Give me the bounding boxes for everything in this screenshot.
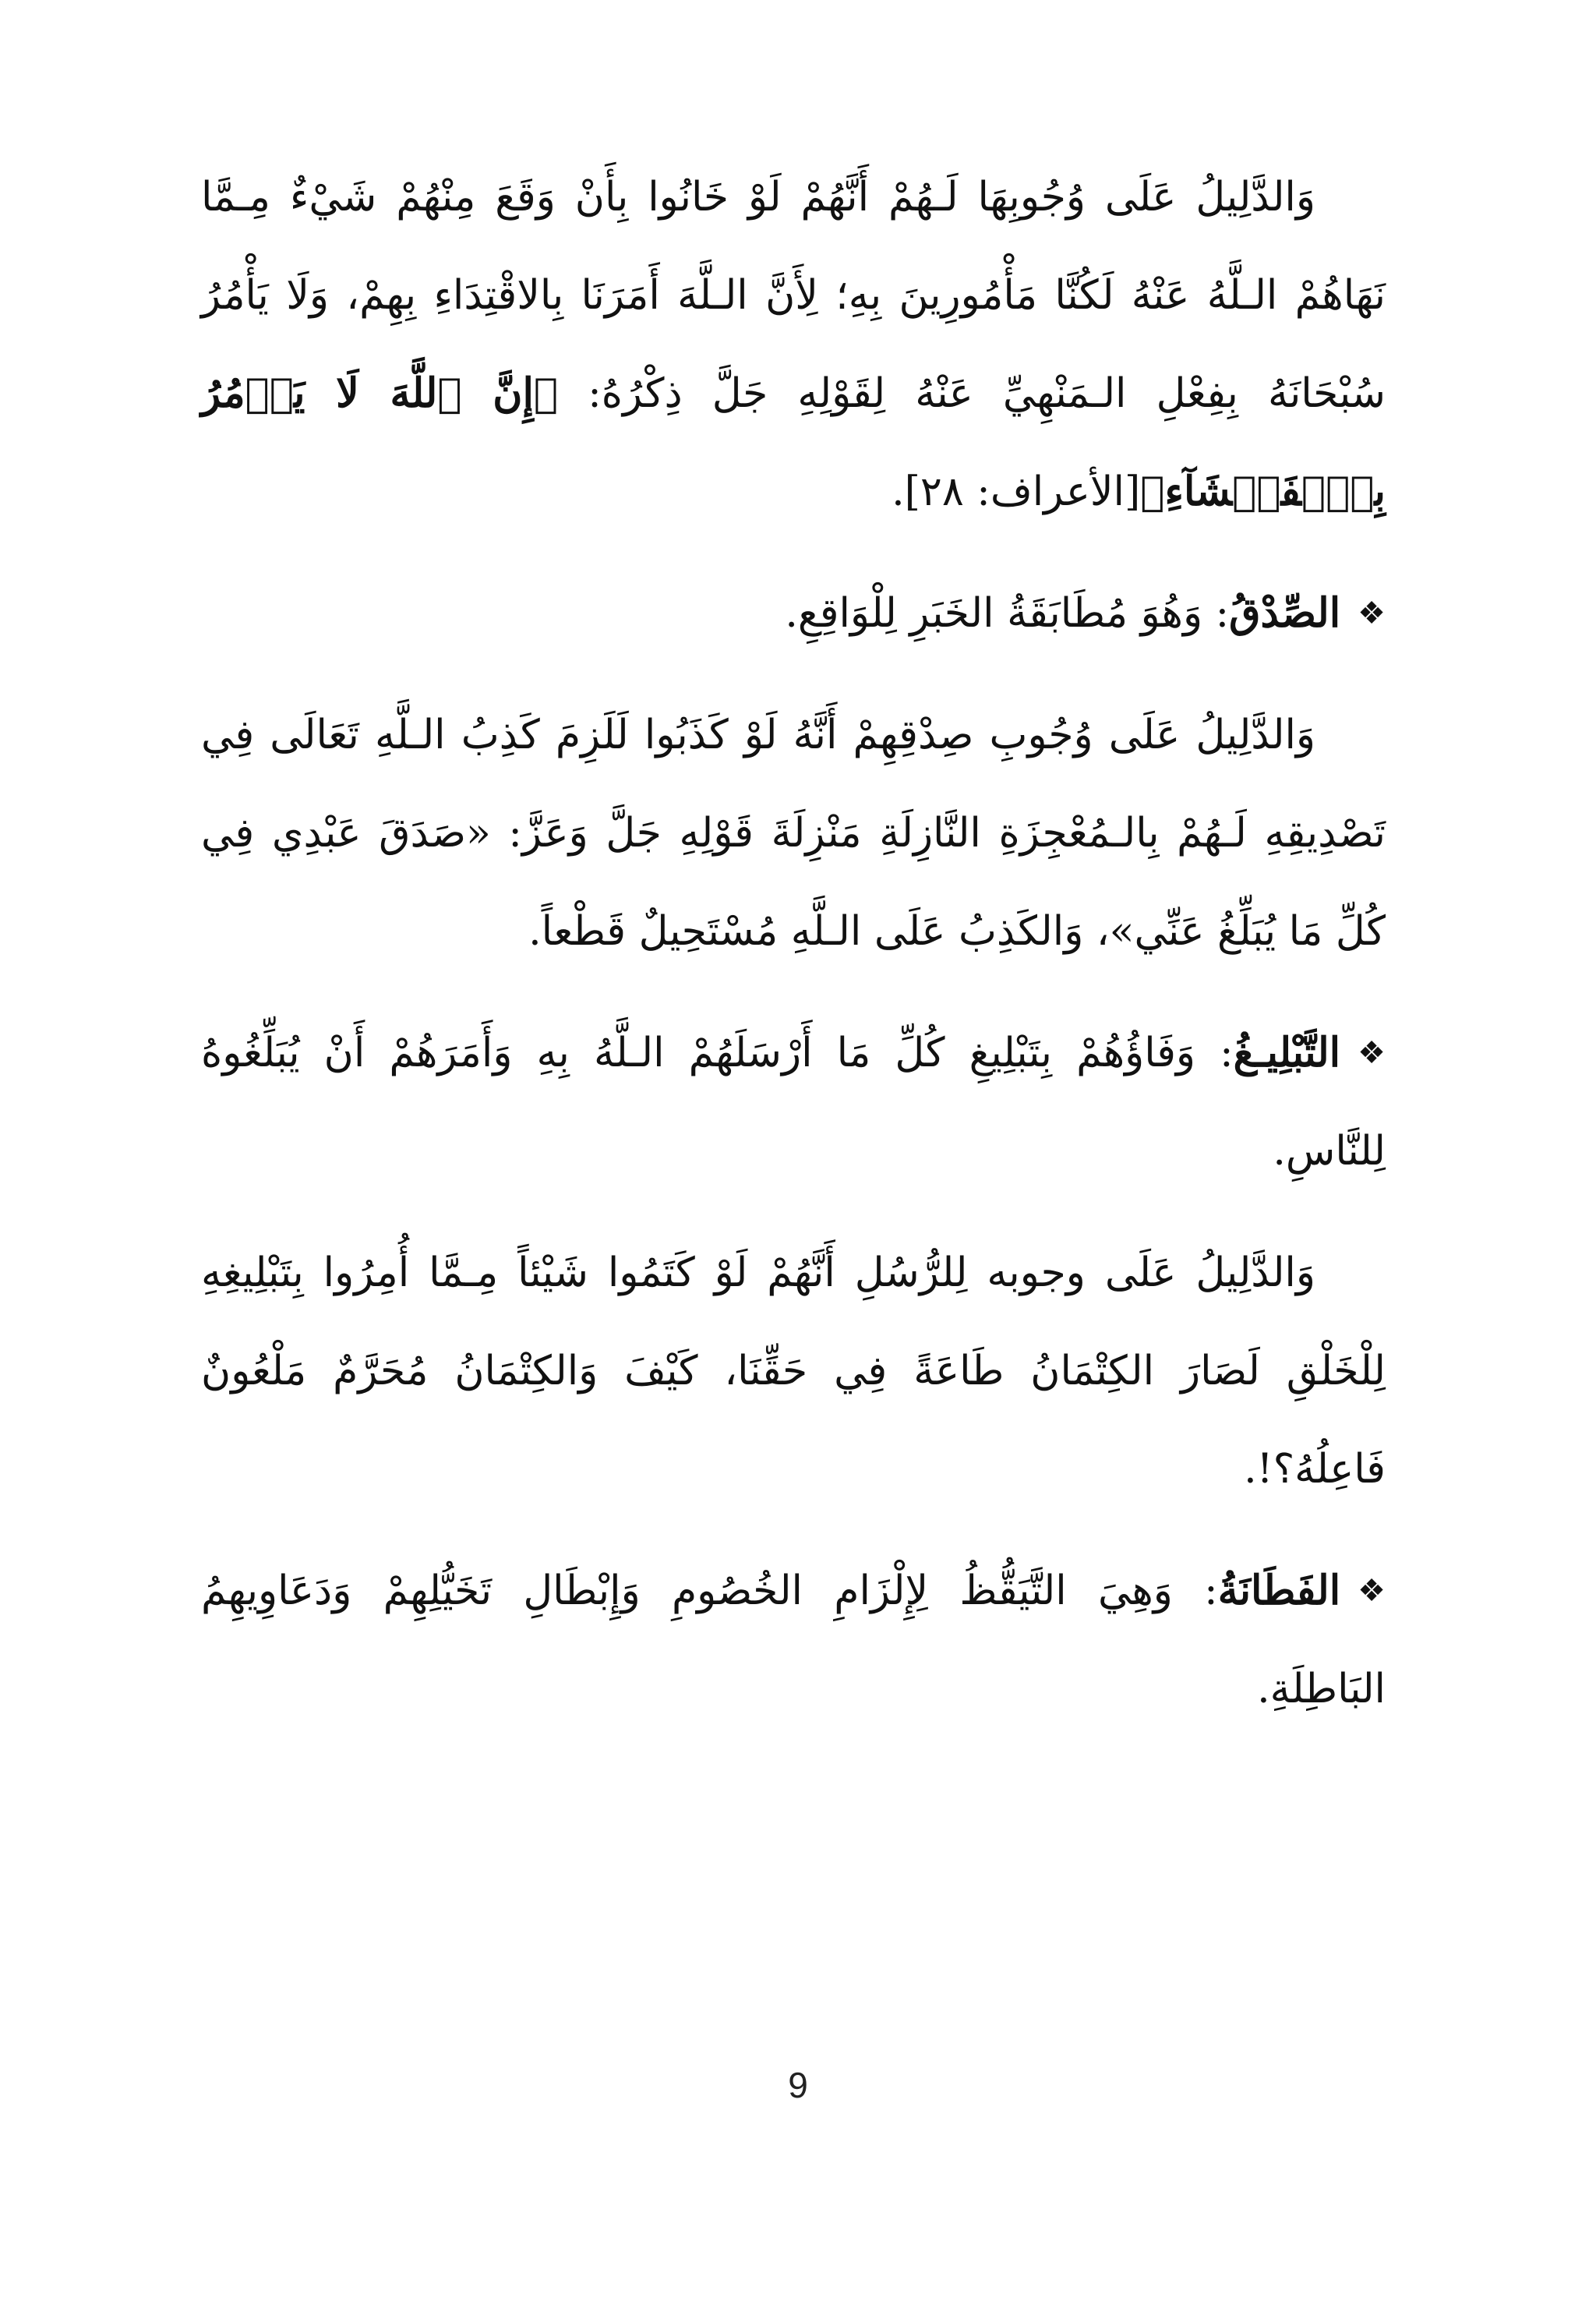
bullet-item-intelligence [201, 1542, 1386, 1738]
bullet-text: : وَهِيَ التَّيَقُّظُ لِإِلْزَامِ الخُصُومِ وَإِبْطَالِ تَخَيُّلِهِمْ وَدَعَاوِيهِمُ البَاطِلَةِ. [201, 1567, 1386, 1712]
bullet-text: : وَهُوَ مُطَابَقَةُ الخَبَرِ لِلْوَاقِعِ. [785, 590, 1230, 637]
paragraph-evidence-conveyance [201, 1224, 1386, 1518]
verse-reference: [الأعراف: ٢٨]. [892, 468, 1141, 515]
paragraph-text: وَالدَّلِيلُ عَلَى وُجُوبِ صِدْقِهِمْ أَنَّهُ لَوْ كَذَبُوا لَلَزِمَ كَذِبُ الـلَّهِ تَعَالَى فِي تَصْدِيقِهِ لَـهُمْ بِالـمُعْجِزَةِ النَّازِلَةِ مَنْزِلَةَ قَوْلِهِ جَلَّ وَعَزَّ: «صَدَقَ عَبْدِي فِي كُلِّ مَا يُبَلِّغُ عَنِّي»، وَالكَذِبُ عَلَى الـلَّهِ مُسْتَحِيلٌ قَطْعاً. [201, 712, 1386, 955]
bullet-item-truthfulness [201, 564, 1386, 663]
page-number: 9 [788, 2065, 808, 2105]
bullet-diamond-icon: ❖ [1358, 1573, 1386, 1609]
paragraph-evidence-truthfulness [201, 686, 1386, 981]
paragraph-text: وَالدَّلِيلُ عَلَى وُجُوبِهَا لَـهُمْ أَنَّهُمْ لَوْ خَانُوا بِأَنْ وَقَعَ مِنْهُمْ شَيْءٌ مِـمَّا نَهَاهُمْ الـلَّهُ عَنْهُ لَكُنَّا مَأْمُورِينَ بِهِ؛ لِأَنَّ الـلَّهَ أَمَرَنَا بِالاقْتِدَاءِ بِهِمْ، وَلَا يَأْمُرُ سُبْحَانَهُ بِفِعْلِ الـمَنْهِيِّ عَنْهُ لِقَوْلِهِ جَلَّ ذِكْرُهُ: [201, 174, 1386, 417]
bullet-diamond-icon: ❖ [1358, 1035, 1386, 1071]
paragraph-text: وَالدَّلِيلُ عَلَى وجوبه لِلرُّسُلِ أَنَّهُمْ لَوْ كَتَمُوا شَيْئاً مِـمَّا أُمِرُوا بِتَبْلِيغِهِ لِلْخَلْقِ لَصَارَ الكِتْمَانُ طَاعَةً فِي حَقِّنَا، كَيْفَ وَالكِتْمَانُ مُحَرَّمٌ مَلْعُونٌ فَاعِلُهُ؟!. [201, 1249, 1386, 1493]
bullet-term: التَّبْلِيـغُ [1233, 1029, 1341, 1076]
bullet-text: : وَفَاؤُهُمْ بِتَبْلِيغِ كُلِّ مَا أَرْسَلَهُمْ الـلَّهُ بِهِ وَأَمَرَهُمْ أَنْ يُبَلِّغُوهُ لِلنَّاسِ. [201, 1030, 1386, 1175]
bullet-term: الفَطَانَةُ [1217, 1567, 1341, 1614]
bullet-term: الصِّدْقُ [1229, 589, 1341, 637]
quran-verse: ﴿إِنَّ ٱللَّهَ لَا يَأۡمُرُ بِٱلۡفَحۡشَآءِ﴾ [201, 369, 1386, 515]
paragraph-evidence-trustworthiness [201, 148, 1386, 541]
bullet-item-conveyance [201, 1004, 1386, 1200]
bullet-diamond-icon: ❖ [1358, 596, 1386, 631]
body-text [201, 148, 1386, 1762]
